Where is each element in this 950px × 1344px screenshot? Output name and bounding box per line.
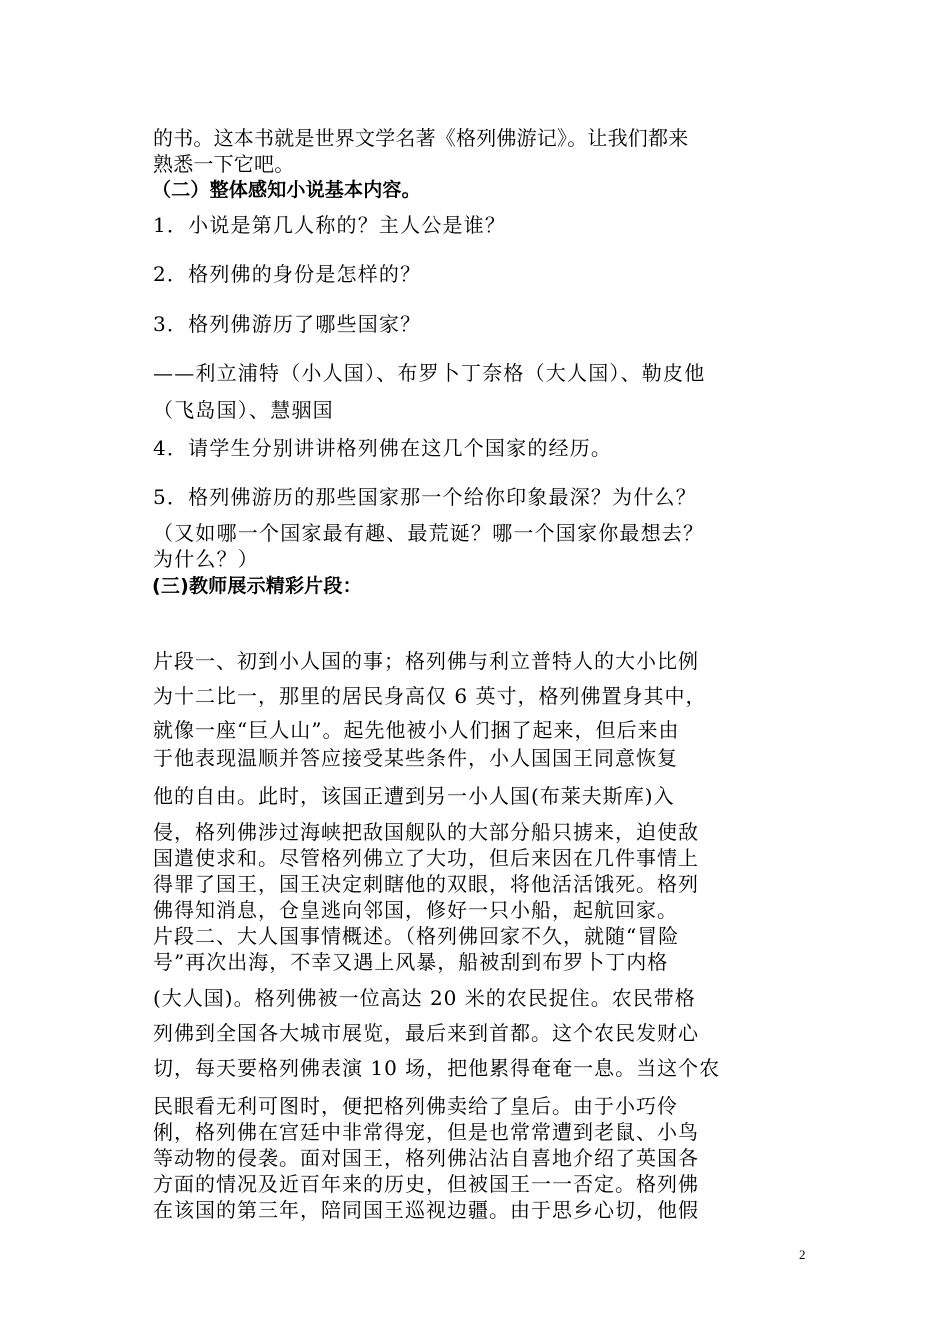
- passage-line: 就像一座“巨人山”。起先他被小人们捆了起来，但后来由: [153, 718, 680, 742]
- question-3: 3．格列佛游历了哪些国家？: [153, 312, 422, 336]
- passage-line: 民眼看无利可图时，便把格列佛卖给了皇后。由于小巧伶: [153, 1094, 678, 1118]
- passage-line: 于他表现温顺并答应接受某些条件，小人国国王同意恢复: [153, 746, 678, 770]
- passage-line: 国遣使求和。尽管格列佛立了大功，但后来因在几件事情上: [153, 846, 699, 870]
- section-3-heading: (三)教师展示精彩片段：: [152, 575, 362, 597]
- question-5-note-line-2: 为什么？）: [153, 547, 259, 571]
- question-2: 2．格列佛的身份是怎样的？: [153, 262, 422, 286]
- passage-line: 列佛到全国各大城市展览，最后来到首都。这个农民发财心: [153, 1021, 699, 1045]
- passage-line: 在该国的第三年，陪同国王巡视边疆。由于思乡心切，他假: [153, 1198, 699, 1222]
- question-5-note-line-1: （又如哪一个国家最有趣、最荒诞？哪一个国家你最想去？: [153, 521, 705, 545]
- passage-line: 片段二、大人国事情概述。（格列佛回家不久，就随“冒险: [153, 924, 680, 948]
- question-4: 4．请学生分别讲讲格列佛在这几个国家的经历。: [153, 436, 613, 460]
- passage-line: 俐，格列佛在宫廷中非常得宠，但是也常常遭到老鼠、小鸟: [153, 1120, 699, 1144]
- passage-line: 为十二比一，那里的居民身高仅 6 英寸，格列佛置身其中，: [153, 684, 707, 708]
- passage-line: 佛得知消息，仓皇逃向邻国，修好一只小船，起航回家。: [153, 898, 678, 922]
- page-number: 2: [799, 1247, 806, 1262]
- passage-line: 片段一、初到小人国的事；格列佛与利立普特人的大小比例: [153, 649, 699, 673]
- question-5: 5．格列佛游历的那些国家那一个给你印象最深？为什么？: [153, 485, 697, 509]
- passage-line: 号”再次出海，不幸又遇上风暴，船被刮到布罗卜丁内格: [153, 950, 669, 974]
- passage-line: 得罪了国王，国王决定刺瞎他的双眼，将他活活饿死。格列: [153, 872, 699, 896]
- passage-line: 他的自由。此时，该国正遭到另一小人国(布莱夫斯库)入: [153, 784, 675, 808]
- countries-line-2: （飞岛国）、慧骃国: [153, 398, 334, 422]
- countries-line-1: ——利立浦特（小人国）、布罗卜丁奈格（大人国）、勒皮他: [153, 361, 706, 385]
- passage-line: (大人国)。格列佛被一位高达 20 米的农民捉住。农民带格: [153, 986, 696, 1010]
- passage-line: 等动物的侵袭。面对国王，格列佛沾沾自喜地介绍了英国各: [153, 1146, 699, 1170]
- section-2-heading: （二）整体感知小说基本内容。: [152, 179, 421, 201]
- question-1: 1．小说是第几人称的？主人公是谁？: [153, 213, 507, 237]
- passage-line: 方面的情况及近百年来的历史，但被国王一一否定。格列佛: [153, 1172, 699, 1196]
- passage-line: 侵，格列佛涉过海峡把敌国舰队的大部分船只掳来，迫使敌: [153, 820, 699, 844]
- intro-line-1: 的书。这本书就是世界文学名著《格列佛游记》。让我们都来: [153, 126, 689, 150]
- passage-line: 切，每天要格列佛表演 10 场，把他累得奄奄一息。当这个农: [153, 1056, 721, 1080]
- intro-line-2: 熟悉一下它吧。: [153, 152, 295, 176]
